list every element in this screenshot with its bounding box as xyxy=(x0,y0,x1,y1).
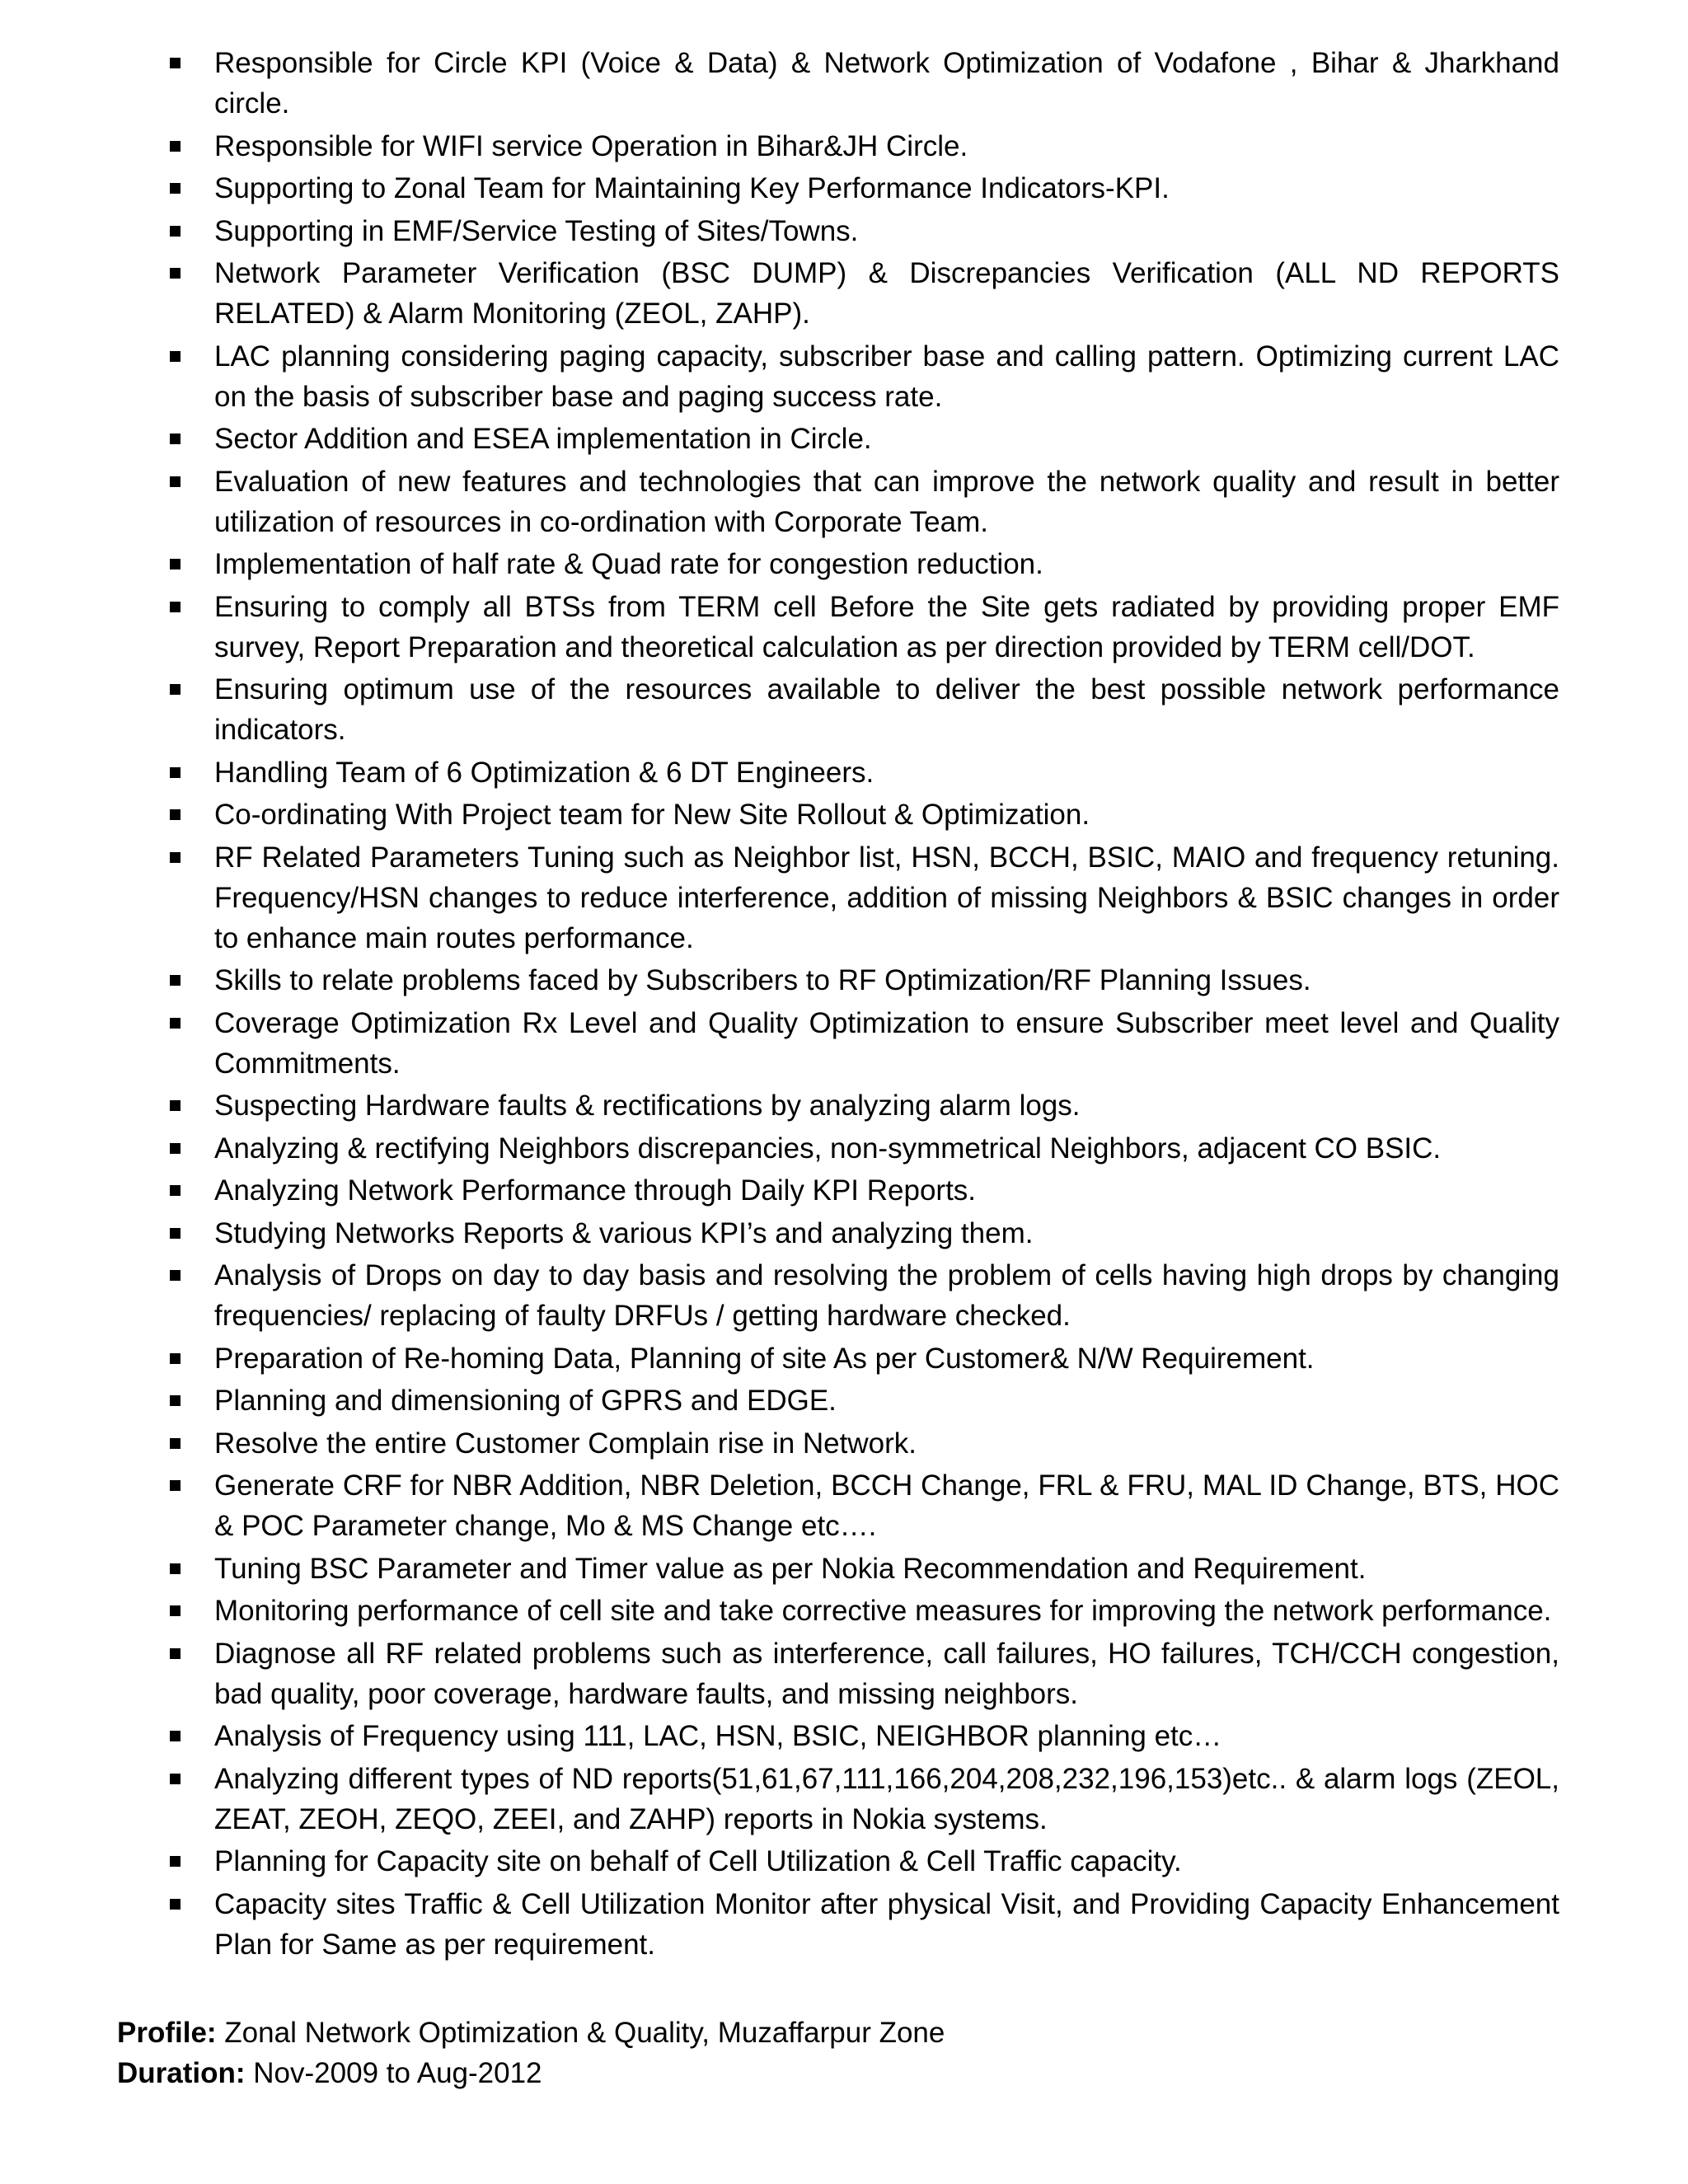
list-item-text: Co-ordinating With Project team for New Site Rollout & Optimization. xyxy=(214,799,1090,831)
square-bullet-icon xyxy=(170,351,181,362)
list-item-text: Suspecting Hardware faults & rectifications by analyzing alarm logs. xyxy=(214,1090,1081,1122)
square-bullet-icon xyxy=(170,58,181,68)
list-item-text: Diagnose all RF related problems such as interference, call failures, HO failures, TCH/CCH congestion, bad quality, poor coverage, hardware faults, and missing neighbors. xyxy=(214,1637,1559,1710)
list-item-text: Generate CRF for NBR Addition, NBR Deletion, BCCH Change, FRL & FRU, MAL ID Change, BTS, HOC & POC Parameter change, Mo & MS Change etc…. xyxy=(214,1469,1559,1542)
square-bullet-icon xyxy=(170,1774,181,1784)
square-bullet-icon xyxy=(170,183,181,194)
square-bullet-icon xyxy=(170,1899,181,1910)
square-bullet-icon xyxy=(170,602,181,612)
list-item xyxy=(214,1003,1559,1084)
square-bullet-icon xyxy=(170,852,181,863)
list-item-text: Responsible for Circle KPI (Voice & Data) & Network Optimization of Vodafone , Bihar & Jharkhand circle. xyxy=(214,47,1559,120)
square-bullet-icon xyxy=(170,226,181,237)
square-bullet-icon xyxy=(170,1438,181,1449)
list-item-text: LAC planning considering paging capacity, subscriber base and calling pattern. Optimizing current LAC on the basis of subscriber base and paging success rate. xyxy=(214,340,1559,413)
list-item-text: Analyzing & rectifying Neighbors discrepancies, non-symmetrical Neighbors, adjacent CO BSIC. xyxy=(214,1132,1442,1165)
square-bullet-icon xyxy=(170,975,181,986)
square-bullet-icon xyxy=(170,809,181,820)
list-item-text: Implementation of half rate & Quad rate for congestion reduction. xyxy=(214,548,1043,580)
list-item xyxy=(214,1591,1559,1631)
list-item-text: Supporting to Zonal Team for Maintaining Key Performance Indicators-KPI. xyxy=(214,172,1170,204)
list-item-text: Capacity sites Traffic & Cell Utilization Monitor after physical Visit, and Providing Capacity Enhancement Plan for Same as per requirement. xyxy=(214,1887,1559,1961)
square-bullet-icon xyxy=(170,1018,181,1029)
list-item xyxy=(214,336,1559,417)
profile-line xyxy=(117,2013,1601,2053)
square-bullet-icon xyxy=(170,1143,181,1154)
list-item xyxy=(214,794,1559,835)
profile-label: Profile: xyxy=(117,2017,217,2049)
list-item-text: Resolve the entire Customer Complain rise in Network. xyxy=(214,1427,917,1460)
list-item-text: Responsible for WIFI service Operation in Bihar&JH Circle. xyxy=(214,129,968,162)
list-item-text: Coverage Optimization Rx Level and Quality Optimization to ensure Subscriber meet level and Quality Commitments. xyxy=(214,1006,1559,1080)
job-profile-block xyxy=(117,2013,1601,2093)
list-item xyxy=(214,1841,1559,1882)
list-item xyxy=(214,1465,1559,1546)
list-item xyxy=(214,211,1559,251)
list-item-text: Analyzing Network Performance through Daily KPI Reports. xyxy=(214,1174,977,1207)
list-item xyxy=(214,1759,1559,1840)
list-item xyxy=(214,544,1559,584)
list-item-text: Planning and dimensioning of GPRS and EDGE. xyxy=(214,1385,837,1417)
list-item xyxy=(214,253,1559,334)
square-bullet-icon xyxy=(170,1605,181,1616)
square-bullet-icon xyxy=(170,1228,181,1239)
list-item-text: Analysis of Drops on day to day basis and resolving the problem of cells having high drops by changing frequencies/ replacing of faulty DRFUs / getting hardware checked. xyxy=(214,1259,1559,1332)
duration-value: Nov-2009 to Aug-2012 xyxy=(245,2057,542,2089)
list-item xyxy=(214,126,1559,166)
list-item xyxy=(214,1549,1559,1589)
list-item-text: Sector Addition and ESEA implementation in Circle. xyxy=(214,423,872,455)
square-bullet-icon xyxy=(170,767,181,778)
list-item xyxy=(214,669,1559,750)
list-item-text: Analysis of Frequency using 111, LAC, HSN, BSIC, NEIGHBOR planning etc… xyxy=(214,1720,1222,1752)
list-item-text: Handling Team of 6 Optimization & 6 DT Engineers. xyxy=(214,756,874,789)
list-item xyxy=(214,1423,1559,1464)
list-item xyxy=(214,1085,1559,1126)
list-item-text: Supporting in EMF/Service Testing of Sites/Towns. xyxy=(214,214,859,247)
list-item xyxy=(214,752,1559,793)
square-bullet-icon xyxy=(170,1185,181,1196)
list-item xyxy=(214,1213,1559,1254)
list-item xyxy=(214,960,1559,1001)
square-bullet-icon xyxy=(170,1648,181,1659)
square-bullet-icon xyxy=(170,1395,181,1406)
list-item xyxy=(214,837,1559,958)
square-bullet-icon xyxy=(170,476,181,487)
list-item-text: Evaluation of new features and technologies that can improve the network quality and result in better utilization of resources in co-ordination with Corporate Team. xyxy=(214,465,1559,538)
list-item-text: Planning for Capacity site on behalf of Cell Utilization & Cell Traffic capacity. xyxy=(214,1845,1182,1877)
square-bullet-icon xyxy=(170,268,181,279)
list-item xyxy=(214,43,1559,124)
list-item-text: Studying Networks Reports & various KPI’s and analyzing them. xyxy=(214,1216,1034,1249)
list-item-text: RF Related Parameters Tuning such as Neighbor list, HSN, BCCH, BSIC, MAIO and frequency retuning. Frequency/HSN changes to reduce interference, addition of missing Neighbors & BSIC changes in order to enhance main routes performance. xyxy=(214,841,1559,954)
square-bullet-icon xyxy=(170,1100,181,1111)
list-item-text: Skills to relate problems faced by Subscribers to RF Optimization/RF Planning Issues. xyxy=(214,964,1311,996)
square-bullet-icon xyxy=(170,559,181,569)
list-item-text: Tuning BSC Parameter and Timer value as per Nokia Recommendation and Requirement. xyxy=(214,1552,1367,1585)
duration-label: Duration: xyxy=(117,2057,246,2089)
list-item xyxy=(214,1170,1559,1211)
list-item-text: Ensuring optimum use of the resources available to deliver the best possible network performance indicators. xyxy=(214,673,1559,746)
profile-value: Zonal Network Optimization & Quality, Muzaffarpur Zone xyxy=(216,2017,945,2049)
list-item-text: Analyzing different types of ND reports(51,61,67,111,166,204,208,232,196,153)etc.. & alarm logs (ZEOL, ZEAT, ZEOH, ZEQO, ZEEI, and ZAHP) reports in Nokia systems. xyxy=(214,1762,1559,1835)
list-item-text: Monitoring performance of cell site and take corrective measures for improving the network performance. xyxy=(214,1595,1552,1627)
list-item xyxy=(214,1716,1559,1756)
list-item xyxy=(214,168,1559,209)
list-item xyxy=(214,1380,1559,1421)
square-bullet-icon xyxy=(170,1563,181,1574)
list-item-text: Preparation of Re-homing Data, Planning of site As per Customer& N/W Requirement. xyxy=(214,1342,1315,1375)
list-item xyxy=(214,1338,1559,1379)
list-item xyxy=(214,1128,1559,1169)
list-item-text: Ensuring to comply all BTSs from TERM cell Before the Site gets radiated by providing proper EMF survey, Report Preparation and theoretical calculation as per direction provided by TERM cell/DOT. xyxy=(214,590,1559,663)
square-bullet-icon xyxy=(170,434,181,444)
square-bullet-icon xyxy=(170,141,181,152)
list-item xyxy=(214,587,1559,668)
square-bullet-icon xyxy=(170,1731,181,1741)
responsibilities-list xyxy=(214,43,1559,1966)
list-item xyxy=(214,1255,1559,1336)
square-bullet-icon xyxy=(170,1353,181,1364)
list-item-text: Network Parameter Verification (BSC DUMP) & Discrepancies Verification (ALL ND REPORTS RELATED) & Alarm Monitoring (ZEOL, ZAHP). xyxy=(214,257,1559,330)
square-bullet-icon xyxy=(170,1480,181,1491)
list-item xyxy=(214,462,1559,542)
list-item xyxy=(214,1884,1559,1965)
square-bullet-icon xyxy=(170,684,181,695)
list-item xyxy=(214,1633,1559,1714)
square-bullet-icon xyxy=(170,1270,181,1281)
duration-line xyxy=(117,2053,1601,2093)
list-item xyxy=(214,419,1559,459)
square-bullet-icon xyxy=(170,1856,181,1867)
